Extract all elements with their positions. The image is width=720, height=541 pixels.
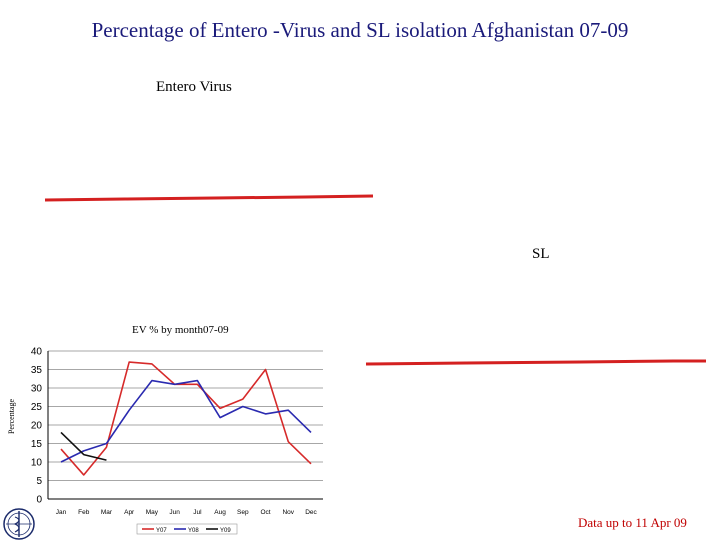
x-tick-label: Nov <box>282 509 295 516</box>
y-axis-label: Percentage <box>7 398 17 435</box>
y-tick-label: 5 <box>36 476 42 487</box>
legend-layer <box>137 524 237 534</box>
grid-layer <box>48 351 323 499</box>
y-tick-label: 20 <box>30 420 42 432</box>
x-tick-label: Apr <box>124 509 135 516</box>
x-tick-label: Mar <box>100 509 113 516</box>
axis-layer <box>31 347 323 517</box>
y-tick-label: 35 <box>30 365 42 376</box>
x-tick-label: Jul <box>193 509 202 516</box>
legend-label-y07: Y07 <box>156 528 167 534</box>
legend-label-y08: Y08 <box>188 528 199 534</box>
x-tick-label: Jan <box>55 509 67 516</box>
entero-virus-label: Entero Virus <box>156 79 232 95</box>
legend-label-y09: Y09 <box>220 528 231 534</box>
sl-label: SL <box>532 246 550 262</box>
series-layer <box>61 362 311 475</box>
x-tick-label: Feb <box>78 509 90 516</box>
y-tick-label: 40 <box>30 346 42 358</box>
x-tick-label: Sep <box>237 509 249 516</box>
x-tick-label: Jun <box>169 509 180 516</box>
chart-title: EV % by month07-09 <box>132 324 229 336</box>
y-tick-label: 15 <box>30 439 42 450</box>
x-tick-label: Oct <box>260 509 271 516</box>
x-tick-label: Dec <box>305 509 317 516</box>
y-tick-label: 10 <box>30 457 42 469</box>
y-tick-label: 30 <box>30 383 42 395</box>
y-tick-label: 25 <box>30 402 42 413</box>
x-tick-label: Aug <box>214 509 226 516</box>
data-date-note: Data up to 11 Apr 09 <box>578 515 687 530</box>
who-emblem-icon <box>2 507 36 541</box>
y-tick-label: 0 <box>36 494 42 506</box>
page-title: Percentage of Entero -Virus and SL isolation Afghanistan 07-09 <box>91 18 629 42</box>
x-tick-label: May <box>145 509 159 516</box>
